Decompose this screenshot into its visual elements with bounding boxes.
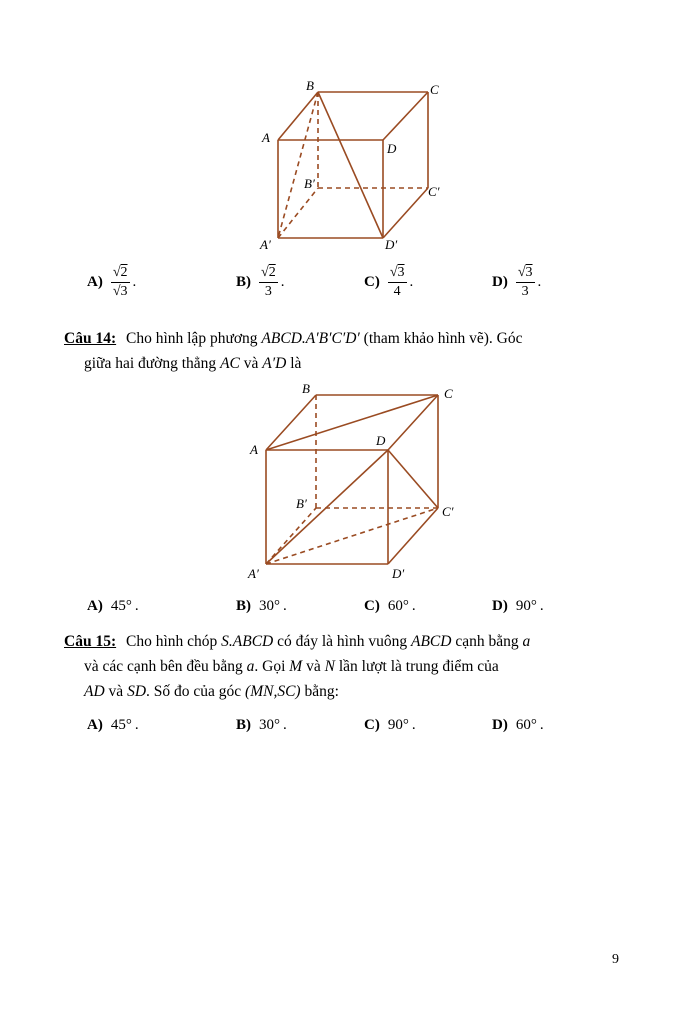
numerator: 3 <box>525 265 533 280</box>
q15-option-b <box>236 717 287 734</box>
q15-option-d <box>492 717 544 734</box>
suffix: . <box>283 717 287 733</box>
diagonal-DCp <box>388 450 438 508</box>
text: Cho hình lập phương <box>125 330 258 347</box>
fraction: $\frac{√3}{3}$ <box>517 265 533 299</box>
option-value: 60° <box>387 598 409 614</box>
denominator: 3 <box>521 284 529 299</box>
label-Dp: D′ <box>392 566 405 581</box>
label-D: D <box>387 141 397 156</box>
text: giữa hai đường thẳng <box>84 355 217 372</box>
prev-option-a <box>87 264 136 301</box>
math: M <box>289 658 303 675</box>
option-value: 45° <box>110 717 132 733</box>
label-B: B <box>302 381 310 396</box>
text: và các cạnh bên đều bằng <box>84 658 243 675</box>
label-B: B <box>306 78 314 93</box>
label-Ap: A′ <box>248 566 259 581</box>
prev-option-d <box>492 264 541 301</box>
text: là <box>290 355 302 372</box>
option-label: A) <box>87 717 103 733</box>
option-label: A) <box>87 273 103 290</box>
text: (tham khảo hình vẽ). Góc <box>363 330 523 347</box>
question-14-number: Câu 14: <box>64 330 117 347</box>
q14-option-d <box>492 598 544 615</box>
question-14-line-2 <box>64 351 620 376</box>
math: a <box>522 633 531 650</box>
option-value: 90° <box>515 598 537 614</box>
label-Dp: D′ <box>385 237 398 252</box>
option-label: B) <box>236 717 251 733</box>
math: A′D <box>262 355 287 372</box>
math: N <box>324 658 335 675</box>
text: có đáy là hình vuông <box>277 633 408 650</box>
math: ABCD <box>411 633 452 650</box>
fraction: $\frac{√2}{3}$ <box>261 265 276 299</box>
suffix: . <box>132 273 137 290</box>
suffix: . <box>409 273 414 290</box>
text: lần lượt là trung điểm của <box>338 658 499 675</box>
label-Bp: B′ <box>296 496 307 511</box>
label-Bp: B′ <box>304 176 315 191</box>
edge-DpCp <box>383 188 428 238</box>
text: . Gọi <box>254 658 286 675</box>
math: AD <box>84 683 105 700</box>
option-label: B) <box>236 273 251 290</box>
suffix: . <box>411 598 416 614</box>
numerator: 2 <box>268 265 276 280</box>
figure-cube-1 <box>250 76 450 256</box>
text: bằng: <box>304 683 339 700</box>
math: S.ABCD <box>221 633 274 650</box>
label-Cp: C′ <box>428 184 440 199</box>
option-label: C) <box>364 717 380 733</box>
option-value: 90° <box>387 717 409 733</box>
option-label: B) <box>236 598 251 614</box>
q15-option-a <box>87 717 139 734</box>
question-15-line-3 <box>64 679 620 704</box>
denominator: 3 <box>264 284 272 299</box>
edge-AB <box>278 92 318 140</box>
label-C: C <box>430 82 439 97</box>
option-label: D) <box>492 598 508 614</box>
math: SD <box>127 683 147 700</box>
question-15-line-1 <box>64 629 620 654</box>
numerator: 3 <box>397 265 405 280</box>
q15-option-c <box>364 717 416 734</box>
text: . Số đo của góc <box>146 683 242 700</box>
suffix: . <box>280 273 285 290</box>
prev-option-c <box>364 264 413 301</box>
figure-cube-2 <box>240 378 470 588</box>
option-value: 30° <box>259 717 280 733</box>
suffix: . <box>411 717 416 733</box>
option-label: C) <box>364 273 380 290</box>
q14-option-c <box>364 598 416 615</box>
option-label: A) <box>87 598 103 614</box>
question-15 <box>64 629 620 704</box>
suffix: . <box>539 717 544 733</box>
label-Ap: A′ <box>260 237 271 252</box>
option-value: 60° <box>515 717 537 733</box>
suffix: . <box>283 598 287 614</box>
label-A: A <box>250 442 258 457</box>
numerator: 2 <box>120 265 128 280</box>
diagonal-ApD <box>266 450 388 564</box>
suffix: . <box>539 598 544 614</box>
suffix: . <box>134 717 139 733</box>
option-label: D) <box>492 717 508 733</box>
denominator: √3 <box>112 284 128 299</box>
suffix: . <box>134 598 139 614</box>
text: Cho hình chóp <box>125 633 218 650</box>
edge-BDp <box>318 92 383 238</box>
option-value: 45° <box>110 598 132 614</box>
label-Cp: C′ <box>442 504 454 519</box>
text: và <box>108 683 124 700</box>
question-14 <box>64 326 620 376</box>
edge-BAp <box>278 92 318 238</box>
math: a <box>246 658 255 675</box>
option-value: 30° <box>259 598 280 614</box>
suffix: . <box>537 273 542 290</box>
page-number: 9 <box>612 952 619 967</box>
q14-option-a <box>87 598 139 615</box>
denominator: 4 <box>393 284 401 299</box>
question-14-line-1 <box>64 326 620 351</box>
option-label: D) <box>492 273 508 290</box>
option-label: C) <box>364 598 380 614</box>
question-15-number: Câu 15: <box>64 633 117 650</box>
label-C: C <box>444 386 453 401</box>
q14-option-b <box>236 598 287 615</box>
fraction: $\frac{√2}{√3}$ <box>112 265 128 299</box>
fraction: $\frac{√3}{4}$ <box>389 265 405 299</box>
math: ABCD.A′B′C′D′ <box>261 330 360 347</box>
math: AC <box>220 355 240 372</box>
edge-DC <box>383 92 428 140</box>
question-15-line-2 <box>64 654 620 679</box>
text: cạnh bằng <box>455 633 519 650</box>
text: và <box>243 355 259 372</box>
edge-ApBp <box>266 508 316 564</box>
prev-option-b <box>236 264 284 301</box>
label-D: D <box>376 433 386 448</box>
text: và <box>306 658 321 675</box>
label-A: A <box>262 130 270 145</box>
edge-ApBp <box>278 188 318 238</box>
math: (MN,SC) <box>245 683 301 700</box>
